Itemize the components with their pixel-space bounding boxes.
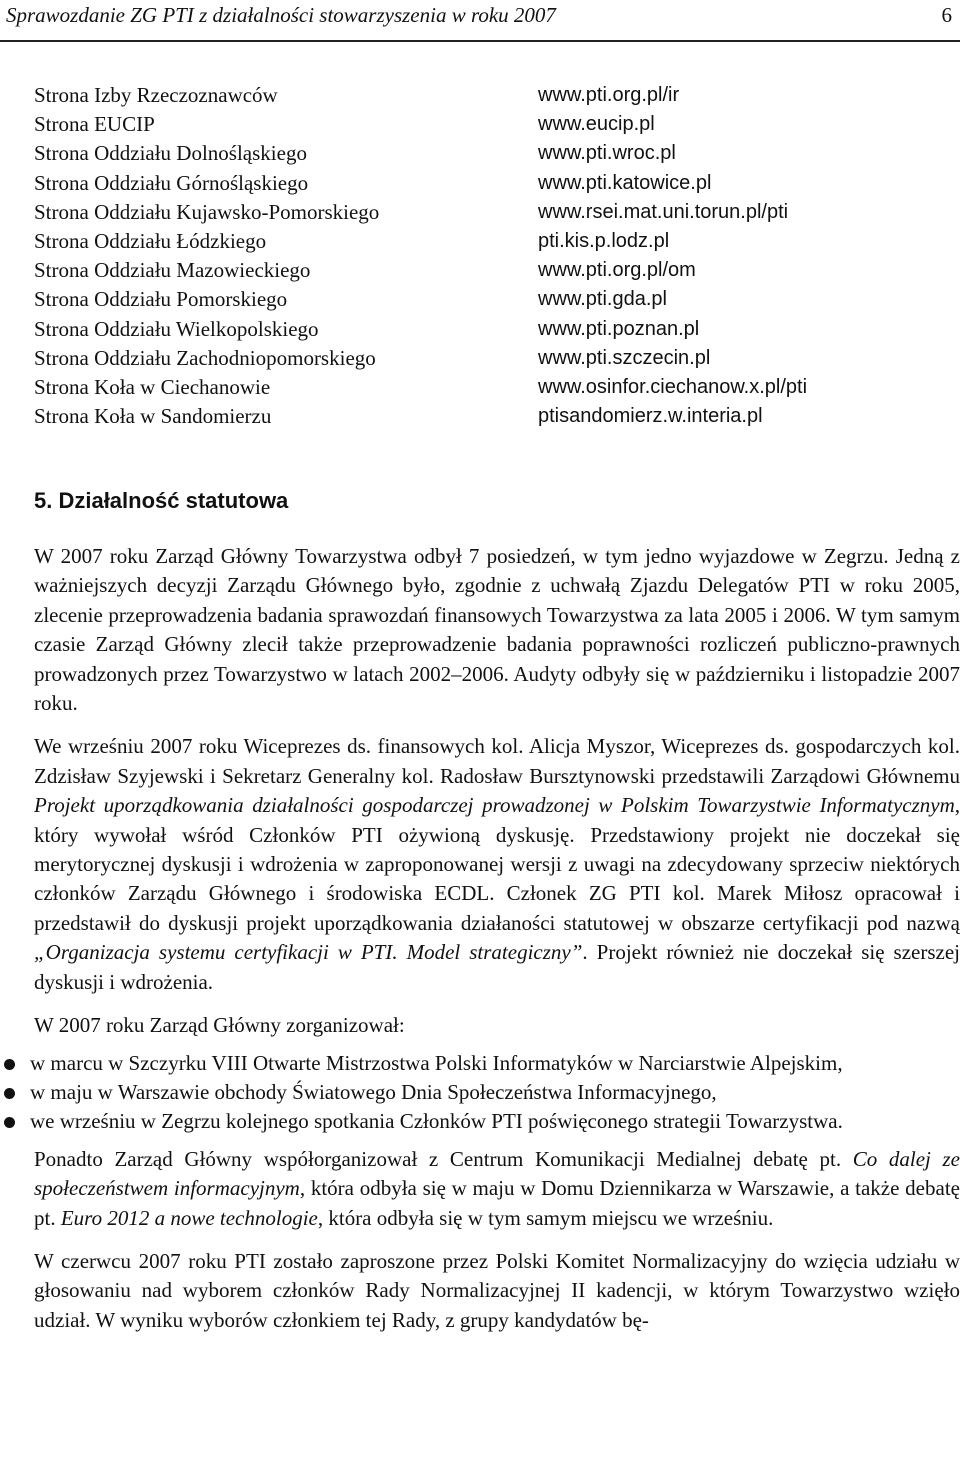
list-item [30,1049,960,1078]
paragraph-text: We wrześniu 2007 roku Wiceprezes ds. finansowych kol. Alicja Myszor, Wiceprezes ds. gospodarczych kol. Zdzisław Szyjewski i Sekretarz Generalny kol. Radosław Bursztynowski przedstawili Zarządowi Głównemu [34,734,960,788]
website-name: Strona Oddziału Wielkopolskiego [34,316,319,341]
website-name: Strona EUCIP [34,112,155,137]
list-item [34,256,934,285]
bullet-icon [4,1117,15,1128]
website-name: Strona Oddziału Górnośląskiego [34,170,309,195]
project-title: Projekt uporządkowania działalności gospodarczej prowadzonej w Polskim Towarzystwie Informatycznym [34,793,955,818]
website-url[interactable]: www.eucip.pl [538,113,655,136]
website-url[interactable]: www.rsei.mat.uni.torun.pl/pti [538,200,789,223]
list-item [34,139,934,168]
paragraph-standards-committee: W czerwcu 2007 roku PTI zostało zaproszone przez Polski Komitet Normalizacyjny do wzięcia udziału w głosowaniu nad wyborem członków Rady Normalizacyjnej II kadencji, w którym Towarzystwo wzięło udział. W wyniku wyborów członkiem tej Rady, z grupy kandydatów bę- [34,1248,960,1332]
list-item [34,169,934,198]
list-item [34,402,934,431]
website-name: Strona Izby Rzeczoznawców [34,83,278,107]
website-url[interactable]: www.pti.org.pl/ir [538,84,680,106]
website-name: Strona Oddziału Pomorskiego [34,287,288,312]
website-name: Strona Oddziału Łódzkiego [34,228,267,253]
website-url[interactable]: www.pti.wroc.pl [538,142,676,165]
website-name: Strona Oddziału Mazowieckiego [34,258,311,283]
list-item [34,344,934,373]
page-number: 6 [941,3,952,27]
bullet-text: we wrześniu w Zegrzu kolejnego spotkania Członków PTI poświęconego strategii Towarzystwa. [30,1109,843,1134]
website-name: Strona Oddziału Zachodniopomorskiego [34,345,376,370]
paragraph-text: , która odbyła się w maju w Domu Dziennikarza w Warszawie, a także debatę pt. [34,1176,960,1230]
website-url[interactable]: www.pti.szczecin.pl [538,346,711,369]
paragraph-text: , która odbyła się w tym samym miejscu we wrześniu. [317,1205,774,1230]
section-body [30,542,960,1335]
website-name: Strona Koła w Sandomierzu [34,404,272,429]
website-url[interactable]: www.pti.org.pl/om [538,259,696,282]
list-item [34,110,934,139]
website-name: Strona Koła w Ciechanowie [34,374,271,399]
project-title: „Organizacja systemu certyfikacji w PTI. Model strategiczny” [34,940,583,965]
paragraph-debates [34,1145,960,1233]
website-name: Strona Oddziału Kujawsko-Pomorskiego [34,199,380,224]
paragraph-meetings: W 2007 roku Zarząd Główny Towarzystwa odbył 7 posiedzeń, w tym jedno wyjazdowe w Zegrzu. Jedną z ważniejszych decyzji Zarządu Głównego było, zgodnie z uchwałą Zjazdu Delegatów PTI w roku 2005, zlecenie przeprowadzenia badania sprawozdań finansowych Towarzystwa za lata 2005 i 2006. W tym samym czasie Zarząd Główny zlecił także przeprowadzenie badania poprawności rozliczeń publiczno-prawnych prowadzonych przez Towarzystwo w latach 2002–2006. Audyty odbyły się w październiku i listopadzie 2007 roku. [34,544,960,716]
list-item [34,81,934,110]
website-name: Strona Oddziału Dolnośląskiego [34,141,307,166]
paragraph-projects [34,732,960,997]
list-item [34,198,934,227]
list-item [34,315,934,344]
organized-events-list [30,1049,960,1137]
website-url[interactable]: www.osinfor.ciechanow.x.pl/pti [538,375,808,398]
list-item [34,227,934,256]
list-item [34,285,934,314]
website-url[interactable]: www.pti.poznan.pl [538,317,700,340]
page-header [0,0,960,42]
website-url[interactable]: www.pti.gda.pl [538,288,667,311]
bullet-icon [4,1059,15,1070]
debate-title: Euro 2012 a nowe technologie [60,1205,318,1230]
debate-title: Co dalej ze społeczeństwem informacyjnym [34,1146,960,1201]
website-url[interactable]: www.pti.katowice.pl [538,171,712,194]
section-heading: 5. Działalność statutowa [34,488,289,513]
website-url[interactable]: pti.kis.p.lodz.pl [538,229,670,252]
branch-websites-list [34,81,934,431]
website-url[interactable]: ptisandomierz.w.interia.pl [538,405,763,428]
list-item [34,373,934,402]
bullet-text: w marcu w Szczyrku VIII Otwarte Mistrzostwa Polski Informatyków w Narciarstwie Alpejskim, [30,1050,843,1075]
paragraph-organized-intro: W 2007 roku Zarząd Główny zorganizował: [34,1013,405,1038]
paragraph-text: Ponadto Zarząd Główny współorganizował z Centrum Komunikacji Medialnej debatę pt. [34,1146,853,1171]
running-title: Sprawozdanie ZG PTI z działalności stowarzyszenia w roku 2007 [6,3,556,27]
bullet-text: w maju w Warszawie obchody Światowego Dnia Społeczeństwa Informacyjnego, [30,1079,717,1104]
paragraph-text: , który wywołał wśród Członków PTI ożywioną dyskusję. Przedstawiony projekt nie doczekał się merytorycznej dyskusji i wdrożenia w zaproponowanej wersji z uwagi na zdecydowany sprzeciw niektórych członków Zarządu Głównego i środowiska ECDL. Członek ZG PTI kol. Marek Miłosz opracował i przedstawił do dyskusji projekt uporządkowania działaności statutowej w obszarze certyfikacji pod nazwą [34,793,960,935]
paragraph-text: . Projekt również nie doczekał się szerszej dyskusji i wdrożenia. [34,940,960,994]
list-item [30,1107,960,1136]
list-item [30,1078,960,1107]
bullet-icon [4,1088,15,1099]
